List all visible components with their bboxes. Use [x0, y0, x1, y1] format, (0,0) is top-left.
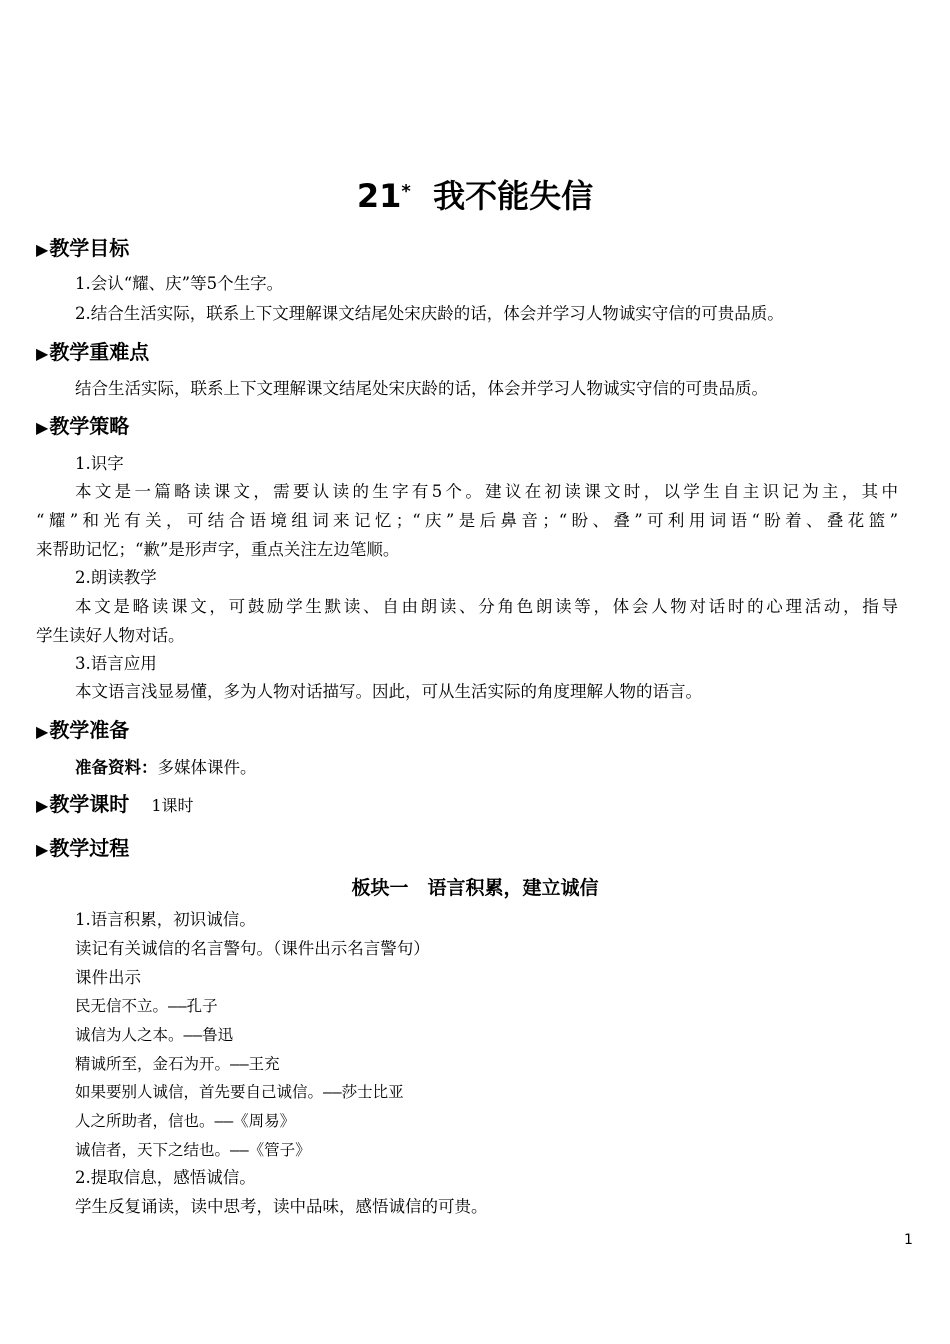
page-number: 1: [904, 1232, 913, 1248]
quote-line: 民无信不立。——孔子: [75, 997, 218, 1015]
goal-item-1: 1.会认“耀、庆”等5个生字。: [75, 274, 284, 293]
step-title: 2.提取信息，感悟诚信。: [75, 1168, 256, 1187]
section-heading-process: ▶教学过程: [36, 836, 130, 860]
step-title: 1.语言积累，初识诚信。: [75, 910, 256, 929]
section-heading-goals: ▶教学目标: [36, 236, 130, 260]
paragraph-line: “耀”和光有关，可结合语境组词来记忆；“庆”是后鼻音；“盼、叠”可利用词语“盼着、叠花篮”: [36, 511, 898, 530]
preparation-line: [75, 756, 257, 780]
triangle-marker-icon: ▶: [36, 240, 49, 259]
quote-line: 诚信者，天下之结也。——《管子》: [75, 1141, 311, 1159]
key-points-text: 结合生活实际，联系上下文理解课文结尾处宋庆龄的话，体会并学习人物诚实守信的可贵品质。: [75, 379, 768, 398]
quote-line: 如果要别人诚信，首先要自己诚信。——莎士比亚: [75, 1083, 404, 1101]
section-heading-hours: ▶教学课时 1课时: [36, 792, 194, 816]
triangle-marker-icon: ▶: [36, 796, 49, 815]
section-heading-strategy: ▶教学策略: [36, 414, 130, 438]
quote-line: 诚信为人之本。——鲁迅: [75, 1026, 234, 1044]
lesson-number: 21: [356, 177, 402, 215]
lesson-name: 我不能失信: [433, 177, 594, 215]
section-heading-key-points: ▶教学重难点: [36, 340, 150, 364]
paragraph-line: 来帮助记忆；“歉”是形声字，重点关注左边笔顺。: [36, 540, 400, 559]
goal-item-2: 2.结合生活实际，联系上下文理解课文结尾处宋庆龄的话，体会并学习人物诚实守信的可贵品质。: [75, 304, 784, 323]
preparation-value: 多媒体课件。: [157, 758, 257, 777]
quote-line: 精诚所至，金石为开。——王充: [75, 1055, 280, 1073]
hours-value: 1课时: [151, 796, 194, 815]
paragraph-line: 本文是一篇略读课文，需要认读的生字有5个。建议在初读课文时，以学生自主识记为主，其中: [75, 482, 898, 501]
section-heading-preparation: ▶教学准备: [36, 718, 130, 742]
paragraph-line: 学生读好人物对话。: [36, 626, 185, 645]
strategy-sub-title: 1.识字: [75, 454, 124, 473]
triangle-marker-icon: ▶: [36, 840, 49, 859]
paragraph-line: 本文是略读课文，可鼓励学生默读、自由朗读、分角色朗读等，体会人物对话时的心理活动，指导: [75, 597, 898, 616]
block-title: 板块一 语言积累，建立诚信: [351, 877, 599, 899]
triangle-marker-icon: ▶: [36, 722, 49, 741]
preparation-label: 准备资料：: [75, 758, 158, 777]
strategy-sub-title: 3.语言应用: [75, 654, 157, 673]
step-description: 学生反复诵读，读中思考，读中品味，感悟诚信的可贵。: [75, 1197, 488, 1216]
paragraph-line: 本文语言浅显易懂，多为人物对话描写。因此，可从生活实际的角度理解人物的语言。: [75, 682, 702, 701]
lesson-title: [0, 174, 950, 218]
triangle-marker-icon: ▶: [36, 344, 49, 363]
quote-line: 人之所助者，信也。——《周易》: [75, 1112, 296, 1130]
step-description: 读记有关诚信的名言警句。（课件出示名言警句）: [75, 939, 430, 958]
triangle-marker-icon: ▶: [36, 418, 49, 437]
asterisk-mark: *: [401, 181, 411, 202]
strategy-sub-title: 2.朗读教学: [75, 568, 157, 587]
courseware-label: 课件出示: [75, 968, 141, 987]
